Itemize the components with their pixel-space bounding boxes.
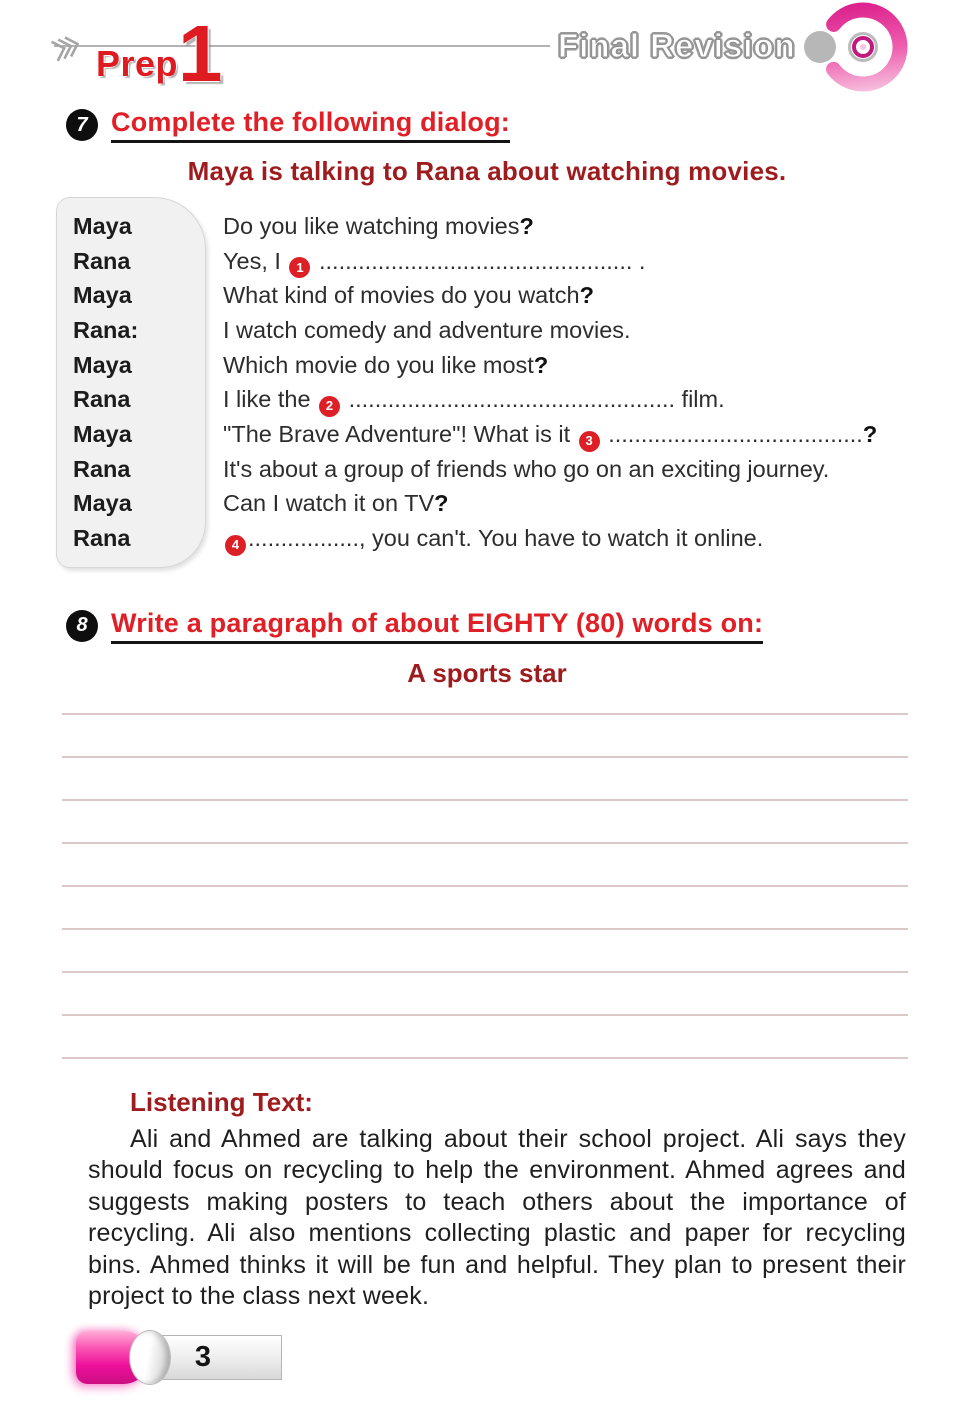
writing-line xyxy=(62,973,908,1016)
writing-line xyxy=(62,930,908,973)
section-number-badge: 7 xyxy=(66,109,98,141)
writing-line xyxy=(62,693,908,715)
dialog-row xyxy=(56,382,912,417)
gray-dot xyxy=(804,31,836,63)
dialog-line: Do you like watching movies? xyxy=(223,213,534,239)
speaker-name: Rana xyxy=(73,386,131,413)
speaker-name: Maya xyxy=(73,213,132,239)
writing-line xyxy=(62,715,908,758)
dialog-row xyxy=(56,348,912,383)
brand-logo xyxy=(793,0,974,140)
section-number-badge: 8 xyxy=(66,610,98,642)
speaker-name: Rana: xyxy=(73,316,139,343)
final-revision-banner: Final Revision xyxy=(550,27,804,65)
speaker-name: Maya xyxy=(73,420,132,447)
dialog-row xyxy=(56,486,912,521)
dialog-subtitle: Maya is talking to Rana about watching movies. xyxy=(187,156,787,186)
answer-number-badge: 3 xyxy=(579,431,600,452)
writing-line xyxy=(62,844,908,887)
arrow-fletching-icon xyxy=(48,28,88,66)
dialog-table xyxy=(56,201,912,566)
dialog-line: Yes, I 1 ................................................ . xyxy=(206,244,912,279)
dialog-line: I watch comedy and adventure movies. xyxy=(223,316,631,343)
speaker-name: Rana xyxy=(73,247,131,274)
speaker-name: Maya xyxy=(73,282,132,309)
writing-line xyxy=(62,758,908,801)
writing-line xyxy=(62,801,908,844)
dialog-row xyxy=(56,244,912,279)
writing-line xyxy=(62,1016,908,1059)
dialog-line: "The Brave Adventure"! What is it 3 .......................................? xyxy=(206,417,912,452)
page-number: 3 xyxy=(194,1341,212,1373)
speaker-name: Maya xyxy=(73,351,132,378)
dialog-row xyxy=(56,209,912,244)
prep-number: 1 xyxy=(178,9,223,98)
dialog-row xyxy=(56,521,912,556)
dialog-row xyxy=(56,313,912,348)
prep-logo xyxy=(96,9,223,98)
listening-paragraph: Ali and Ahmed are talking about their school project. Ali says they should focus on recycling to help the environment. Ahmed agrees and suggests making posters to teach others about the importance of recycling. Ali also mentions collecting plastic and paper for recycling bins. Ahmed thinks it will be fun and helpful. They plan to present their project to the class next week. xyxy=(88,1124,906,1311)
section-title: Write a paragraph of about EIGHTY (80) words on: xyxy=(111,608,763,644)
dialog-line: I like the 2 .................................................. film. xyxy=(206,382,912,417)
section-8-heading xyxy=(66,608,974,644)
dialog-line: 4 ................., you can't. You have to watch it online. xyxy=(206,521,912,556)
listening-label: Listening Text: xyxy=(130,1086,313,1117)
section-listening xyxy=(0,1087,974,1313)
writing-lines-area xyxy=(62,693,908,1059)
dialog-row xyxy=(56,278,912,313)
dialog-line: Which movie do you like most? xyxy=(223,351,549,378)
speaker-name: Maya xyxy=(73,490,132,517)
answer-number-badge: 1 xyxy=(289,257,310,278)
answer-number-badge: 4 xyxy=(225,535,246,556)
prep-label: Prep xyxy=(96,43,179,84)
page-number-badge xyxy=(76,1331,266,1385)
paragraph-topic: A sports star xyxy=(407,657,567,688)
dialog-line: It's about a group of friends who go on an exciting journey. xyxy=(223,455,830,482)
page-header xyxy=(0,0,974,100)
dialog-row xyxy=(56,417,912,452)
dialog-line: What kind of movies do you watch? xyxy=(223,282,594,309)
dialog-line: Can I watch it on TV? xyxy=(223,490,449,517)
section-title: Complete the following dialog: xyxy=(111,107,510,143)
answer-number-badge: 2 xyxy=(319,396,340,417)
section-paragraph xyxy=(0,608,974,1059)
writing-line xyxy=(62,887,908,930)
speaker-name: Rana xyxy=(73,455,131,482)
speaker-name: Rana xyxy=(73,524,131,551)
ribbon-cap xyxy=(129,1330,171,1385)
dialog-row xyxy=(56,452,912,487)
section-dialog xyxy=(0,107,974,566)
